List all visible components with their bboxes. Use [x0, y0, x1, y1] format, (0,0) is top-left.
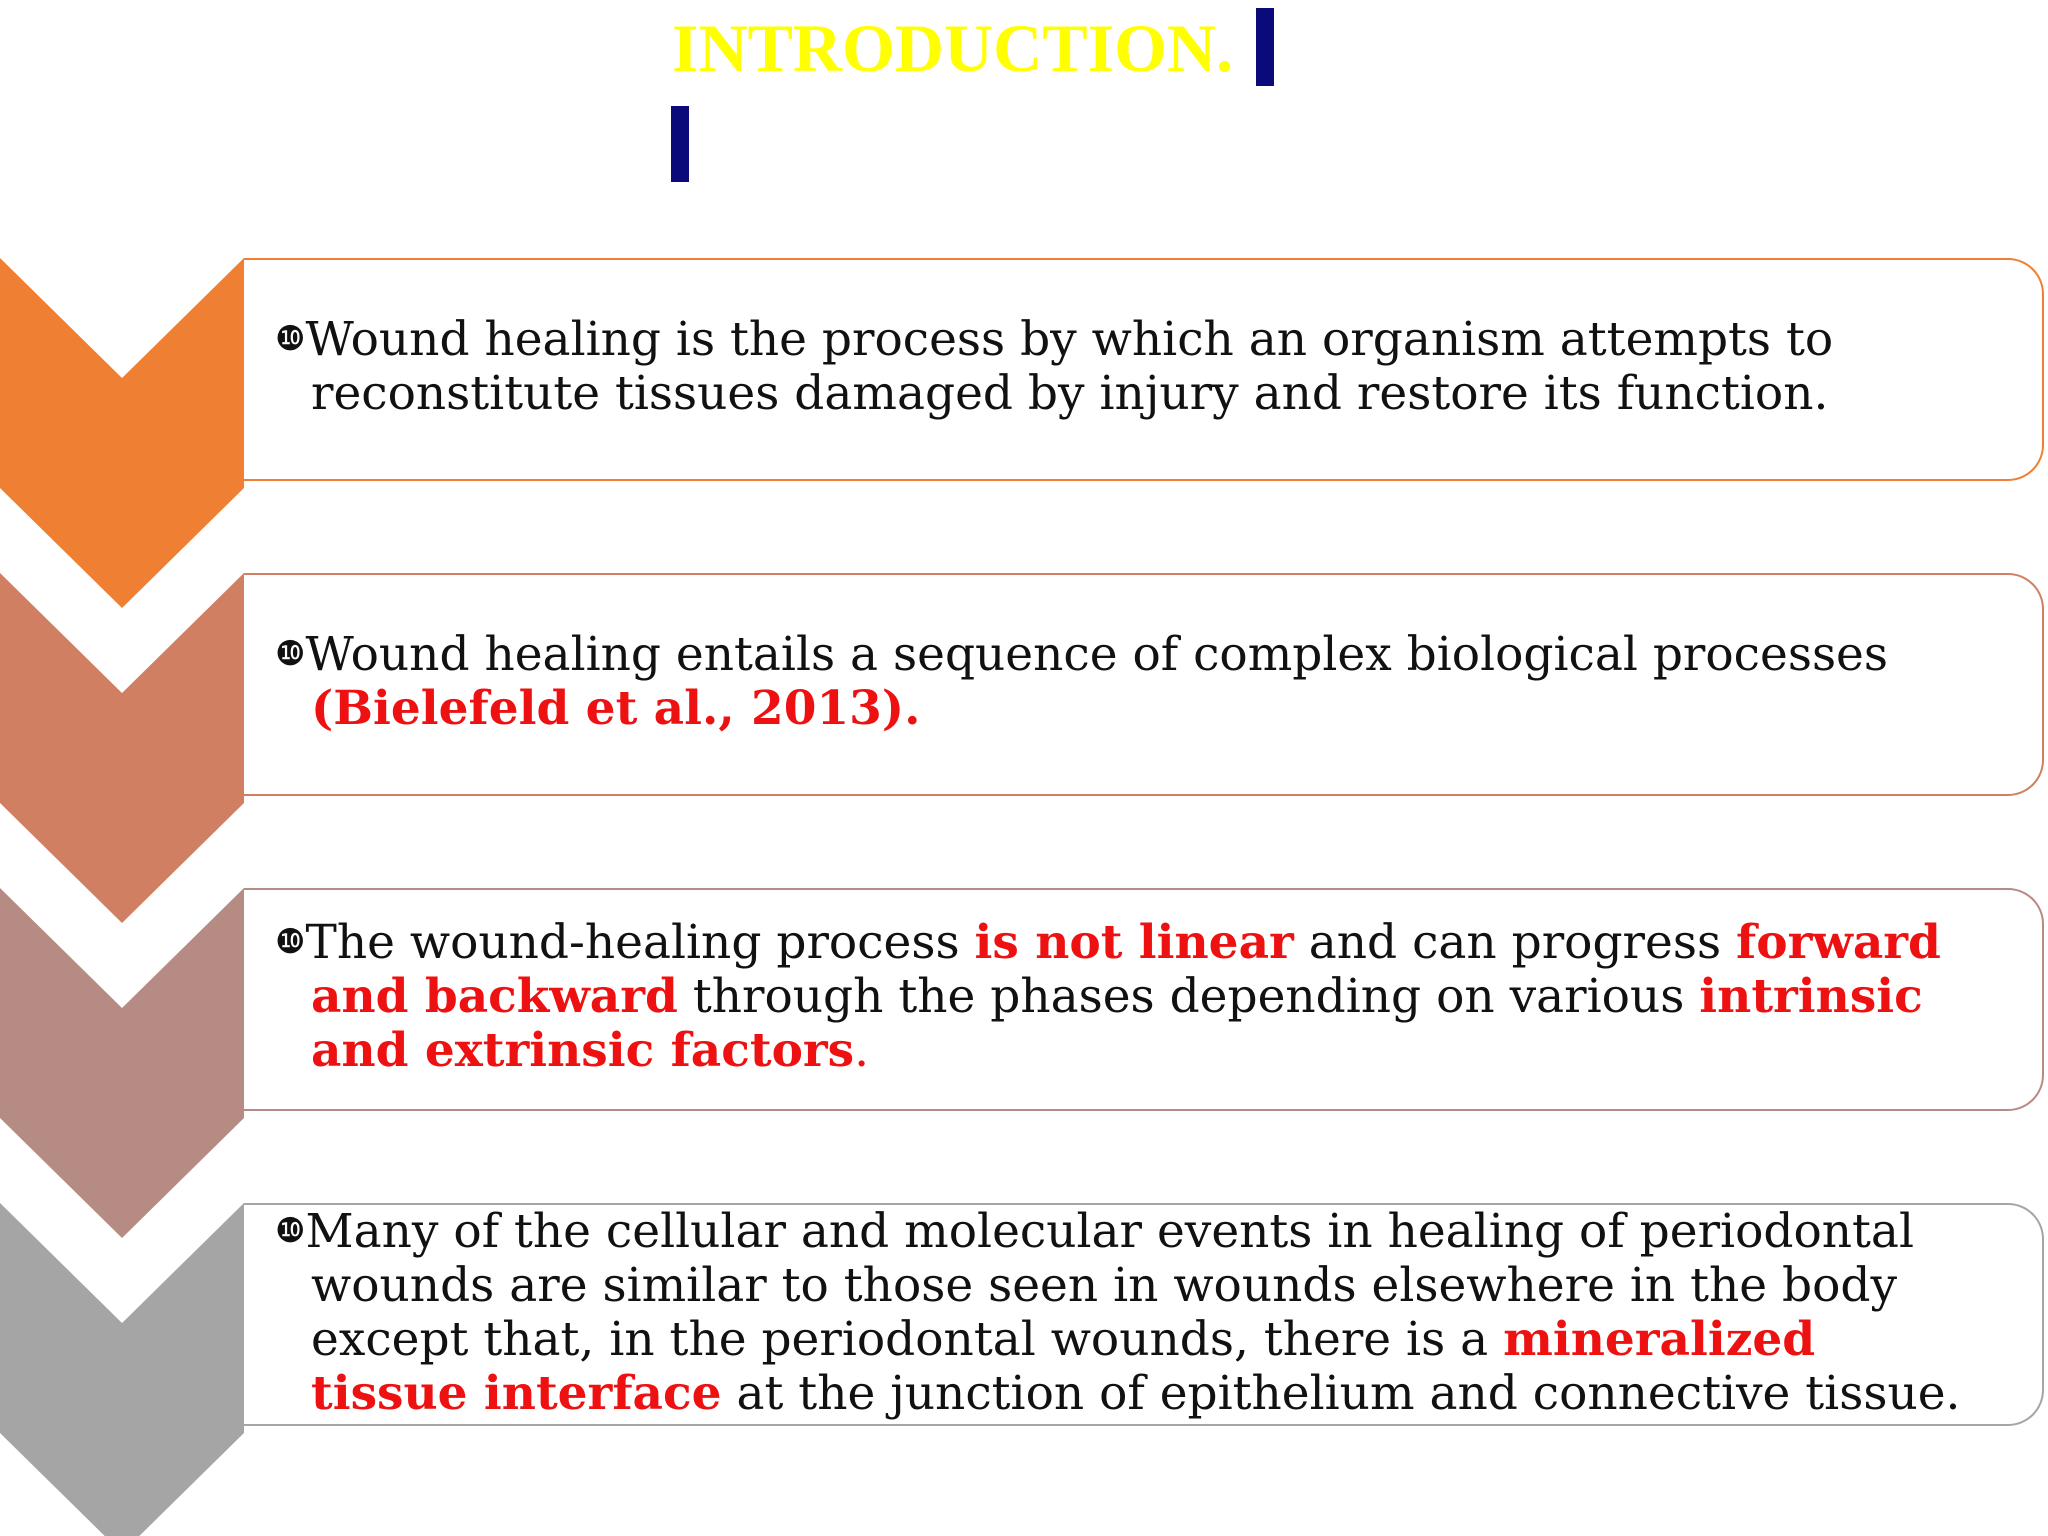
step-text-2: ❿Wound healing entails a sequence of complex biological processes (Bielefeld et al., 2013).	[275, 627, 1888, 736]
bullet-icon: ❿	[275, 634, 306, 674]
chevron-process-arrows	[0, 0, 260, 1536]
chevron-step-2	[0, 573, 244, 923]
bullet-icon: ❿	[275, 922, 306, 962]
step-text-1: ❿Wound healing is the process by which an organism attempts to reconstitute tissues damaged by injury and restore its function.	[275, 312, 1834, 421]
text-cursor-bar	[1256, 8, 1274, 86]
text-cursor-bar	[671, 106, 689, 182]
chevron-step-4	[0, 1203, 244, 1536]
slide-title: INTRODUCTION.	[672, 10, 1234, 86]
step-text-4: ❿Many of the cellular and molecular events in healing of periodontal wounds are similar to those seen in wounds elsewhere in the body except that, in the periodontal wounds, there is a mineralized tissue interface at the junction of epithelium and connective tissue.	[275, 1204, 1961, 1421]
bullet-icon: ❿	[275, 319, 306, 359]
citation: (Bielefeld et al., 2013).	[311, 681, 921, 736]
step-text-3: ❿The wound-healing process is not linear and can progress forward and backward through the phases depending on various intrinsic and extrinsic factors.	[275, 915, 1941, 1078]
chevron-step-3	[0, 888, 244, 1238]
chevron-step-1	[0, 258, 244, 608]
bullet-icon: ❿	[275, 1211, 306, 1251]
